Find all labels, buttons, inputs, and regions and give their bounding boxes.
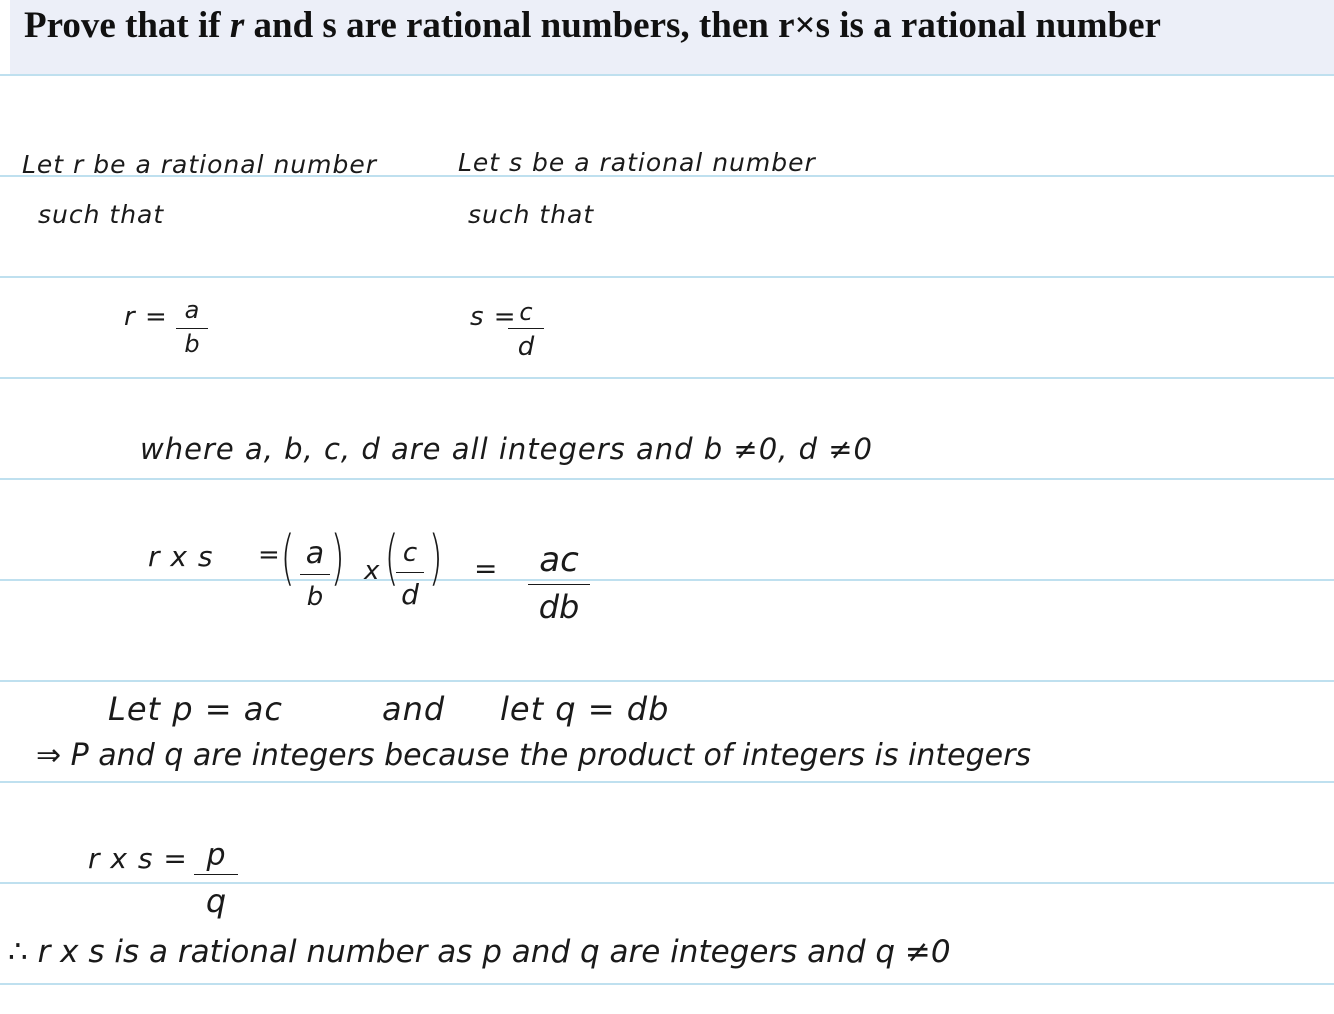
let-p-line: Let p = ac xyxy=(108,690,283,728)
equals-sign-2: = xyxy=(474,552,499,585)
where-condition-line: where a, b, c, d are all integers and b ≠0, d ≠0 xyxy=(140,432,873,466)
implies-integers-line: ⇒ P and q are integers because the product of integers is integers xyxy=(36,738,1032,773)
and-word: and xyxy=(382,690,446,728)
r-times-s-equals: r x s = xyxy=(88,842,188,875)
title-part-2: and s are rational numbers, then r×s is a rational number xyxy=(244,5,1161,46)
left-paren-1: ( xyxy=(280,523,295,593)
left-intro-line-2: such that xyxy=(38,200,165,229)
s-equals: s = xyxy=(470,302,517,332)
r-equals: r = xyxy=(124,302,168,332)
right-intro-line-1: Let s be a rational number xyxy=(458,148,816,177)
fraction-bar xyxy=(508,328,544,329)
fraction-a-over-b-product xyxy=(300,536,330,616)
right-paren-2: ) xyxy=(428,523,443,593)
result-fraction-denominator: db xyxy=(538,588,580,626)
fraction-bar xyxy=(300,574,330,575)
p-over-q-denominator: q xyxy=(205,882,227,920)
left-intro-line-1: Let r be a rational number xyxy=(22,150,378,179)
r-times-s-label: r x s xyxy=(148,540,214,573)
fraction-a-over-b xyxy=(176,296,208,366)
fraction-a-over-b-denominator: b xyxy=(184,330,200,358)
product-fraction-2-numerator: c xyxy=(402,538,418,568)
product-fraction-1-numerator: a xyxy=(305,536,325,571)
left-paren-2: ( xyxy=(384,523,399,593)
right-paren-1: ) xyxy=(330,523,345,593)
title-variable-r: r xyxy=(229,5,245,46)
fraction-c-over-d-denominator: d xyxy=(517,332,535,362)
fraction-ac-over-db xyxy=(528,540,590,626)
fraction-c-over-d-numerator: c xyxy=(519,298,533,326)
fraction-bar xyxy=(176,328,208,329)
fraction-bar xyxy=(528,584,590,585)
fraction-bar xyxy=(396,572,424,573)
fraction-c-over-d xyxy=(508,298,544,368)
let-q-line: let q = db xyxy=(500,690,670,728)
problem-title xyxy=(24,4,1161,47)
product-fraction-2-denominator: d xyxy=(401,578,419,611)
fraction-bar xyxy=(194,874,238,875)
equals-sign-1: = xyxy=(258,540,281,570)
fraction-a-over-b-numerator: a xyxy=(184,296,200,324)
times-sign: x xyxy=(364,556,381,586)
product-fraction-1-denominator: b xyxy=(306,582,324,612)
fraction-p-over-q xyxy=(194,838,238,926)
right-intro-line-2: such that xyxy=(468,200,595,229)
conclusion-line: ∴ r x s is a rational number as p and q are integers and q ≠0 xyxy=(8,934,951,970)
title-part-1: Prove that if xyxy=(24,5,230,46)
result-fraction-numerator: ac xyxy=(539,540,579,580)
p-over-q-numerator: p xyxy=(206,838,226,873)
fraction-c-over-d-product xyxy=(396,538,424,618)
